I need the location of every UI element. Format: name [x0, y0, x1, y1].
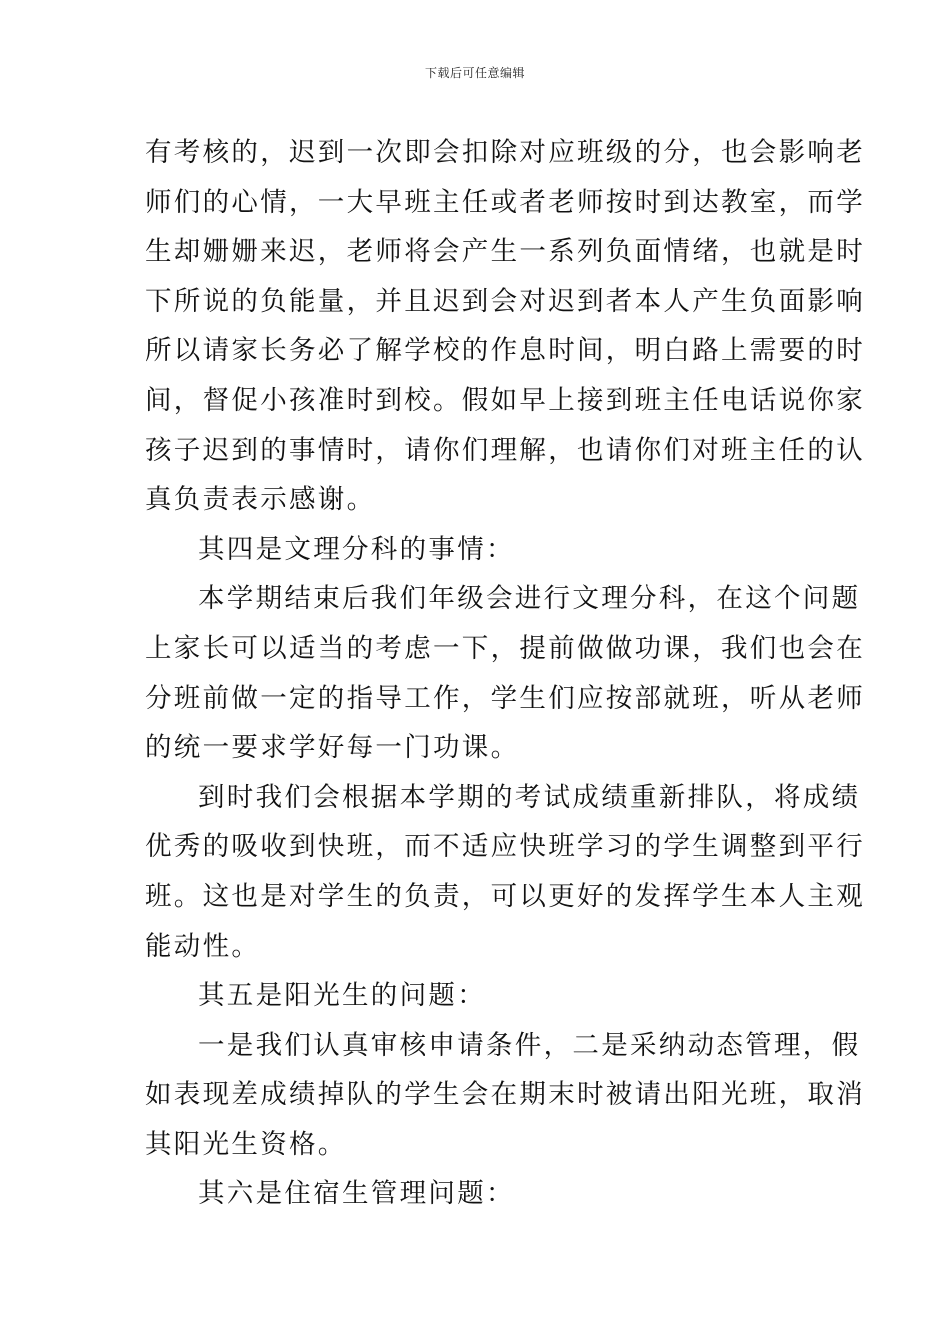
text-line: 下所说的负能量，并且迟到会对迟到者本人产生负面影响 [145, 285, 865, 317]
text-line: 师们的心情，一大早班主任或者老师按时到达教室，而学 [145, 186, 865, 218]
text-line: 真负责表示感谢。 [145, 484, 376, 516]
text-line: 孩子迟到的事情时，请你们理解，也请你们对班主任的认 [145, 434, 865, 466]
text-line: 分班前做一定的指导工作，学生们应按部就班，听从老师 [145, 682, 865, 714]
text-line: 如表现差成绩掉队的学生会在期末时被请出阳光班，取消 [145, 1079, 865, 1111]
text-line: 有考核的，迟到一次即会扣除对应班级的分，也会影响老 [145, 137, 865, 168]
text-line: 班。这也是对学生的负责，可以更好的发挥学生本人主观 [145, 880, 865, 912]
text-line: 能动性。 [145, 930, 261, 962]
text-line: 优秀的吸收到快班，而不适应快班学习的学生调整到平行 [145, 831, 865, 863]
text-line: 生却姗姗来迟，老师将会产生一系列负面情绪，也就是时 [145, 236, 865, 268]
text-line: 间，督促小孩准时到校。假如早上接到班主任电话说你家 [145, 384, 865, 416]
text-line: 上家长可以适当的考虑一下，提前做做功课，我们也会在 [145, 632, 865, 664]
page-header: 下载后可任意编辑 [424, 66, 525, 80]
section-heading: 其四是文理分科的事情： [198, 533, 515, 565]
text-line: 本学期结束后我们年级会进行文理分科，在这个问题 [198, 583, 861, 615]
text-line: 的统一要求学好每一门功课。 [145, 732, 520, 764]
text-line: 到时我们会根据本学期的考试成绩重新排队，将成绩 [198, 781, 861, 813]
text-line: 所以请家长务必了解学校的作息时间，明白路上需要的时 [145, 335, 865, 367]
section-heading: 其六是住宿生管理问题： [198, 1178, 515, 1210]
section-heading: 其五是阳光生的问题： [198, 980, 486, 1012]
document-body [145, 128, 865, 1219]
text-line: 其阳光生资格。 [145, 1128, 347, 1160]
text-line: 一是我们认真审核申请条件，二是采纳动态管理，假 [198, 1029, 861, 1061]
